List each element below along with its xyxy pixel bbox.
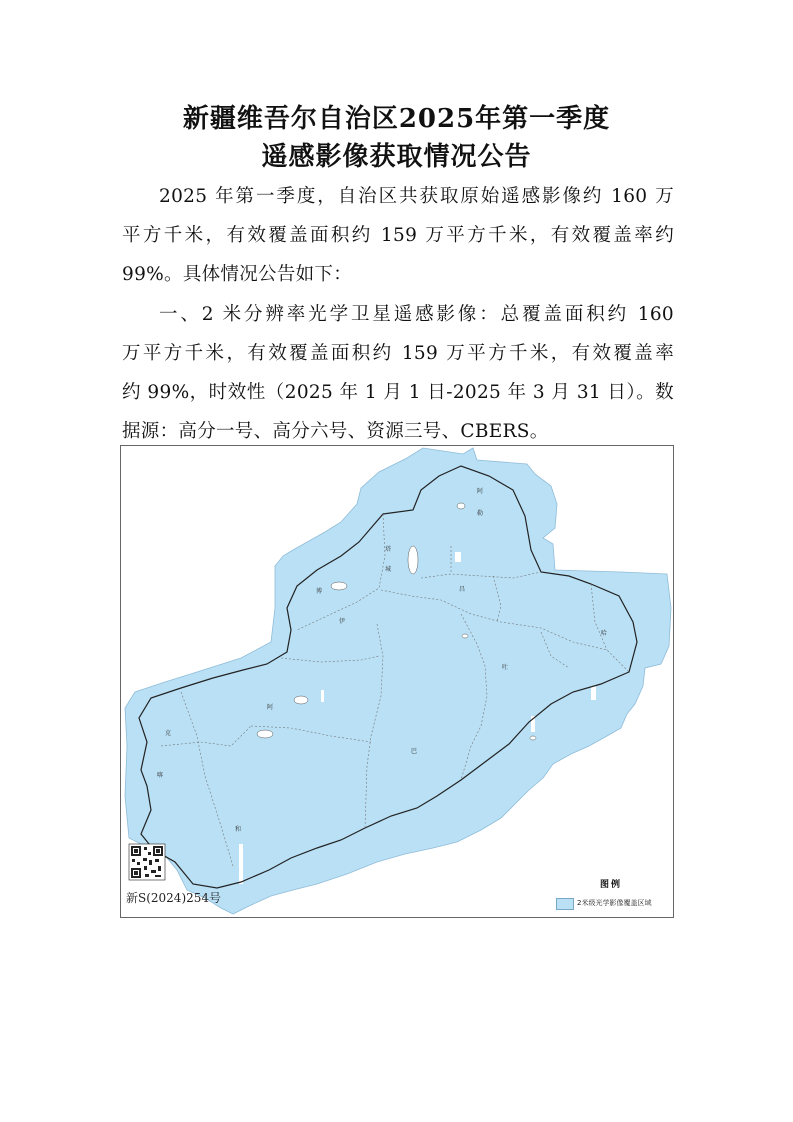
region-label: 巴	[411, 748, 418, 755]
region-label: 塔	[385, 546, 392, 553]
region-label: 勒	[477, 510, 484, 517]
map-review-number: 新S(2024)254号	[126, 891, 222, 905]
region-label: 喀	[157, 772, 164, 779]
qr-code	[129, 844, 165, 880]
paragraph-line: 平方千米，有效覆盖面积约 159 万平方千米，有效覆盖率约	[122, 225, 674, 246]
region-label: 和	[235, 826, 242, 833]
coverage-map	[120, 445, 674, 918]
region-label: 阿	[477, 488, 484, 495]
paragraph-summary	[122, 177, 674, 294]
region-label: 吐	[502, 664, 509, 671]
region-label: 阿	[267, 704, 274, 711]
paragraph-line: 一、2 米分辨率光学卫星遥感影像：总覆盖面积约 160	[159, 304, 674, 325]
paragraph-line: 2025 年第一季度，自治区共获取原始遥感影像约 160 万	[159, 186, 674, 207]
region-label: 博	[316, 588, 323, 595]
region-label: 伊	[339, 618, 346, 625]
paragraph-line: 99%。具体情况公告如下：	[122, 264, 353, 285]
region-label: 昌	[459, 586, 466, 593]
coverage-area	[125, 448, 671, 914]
paragraph-line: 万平方千米，有效覆盖面积约 159 万平方千米，有效覆盖率	[122, 343, 674, 364]
legend-title: 图例	[600, 880, 623, 890]
paragraph-line: 据源：高分一号、高分六号、资源三号、CBERS。	[122, 421, 549, 442]
region-label: 哈	[601, 630, 608, 637]
title-line-2: 遥感影像获取情况公告	[261, 142, 532, 172]
region-label: 城	[385, 566, 392, 573]
legend-label: 2米级光学影像覆盖区域	[577, 899, 652, 907]
region-label: 克	[165, 730, 172, 737]
legend-swatch	[556, 898, 574, 910]
map-graphic	[121, 446, 674, 918]
title-line-1: 新疆维吾尔自治区2025年第一季度	[182, 104, 611, 134]
paragraph-detail	[122, 295, 674, 451]
paragraph-line: 约 99%，时效性（2025 年 1 月 1 日-2025 年 3 月 31 日）。数	[122, 382, 674, 403]
